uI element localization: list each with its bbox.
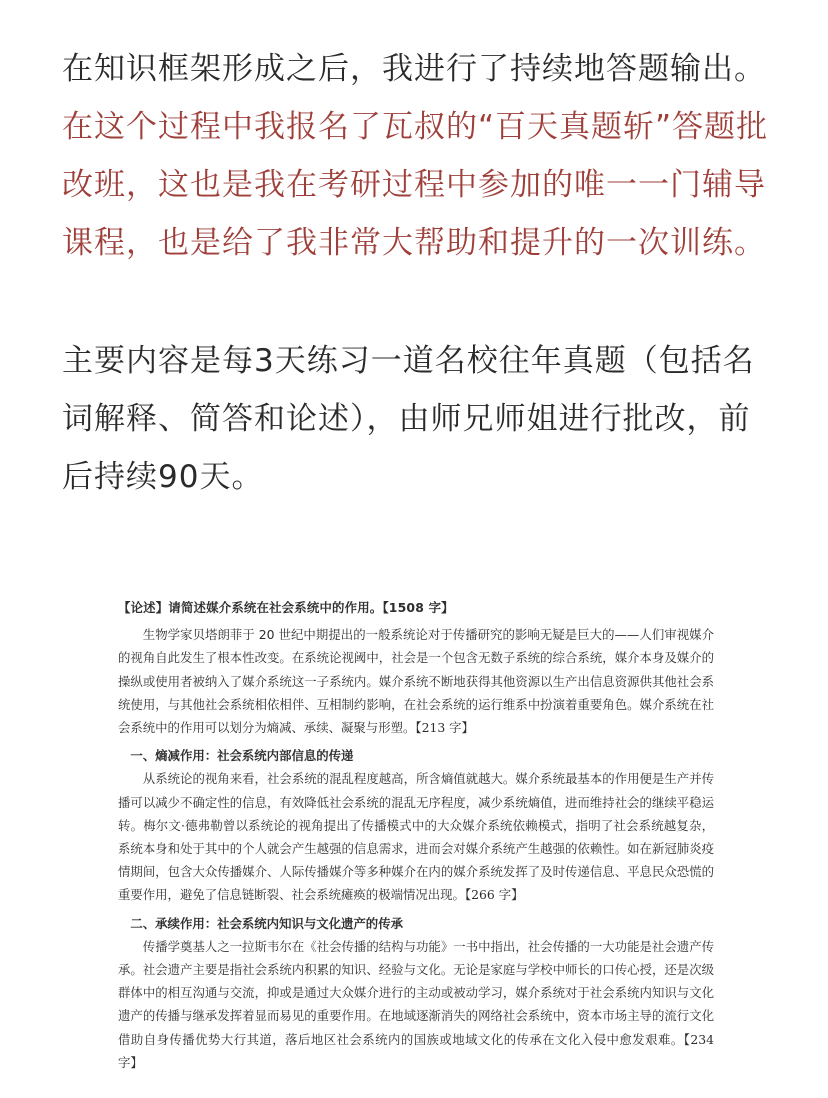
section-heading-2: 二、承续作用：社会系统内知识与文化遗产的传承 (130, 915, 403, 931)
word-count: 【213 字】 (415, 720, 474, 736)
intro-body: 生物学家贝塔朗菲于 20 世纪中期提出的一般系统论对于传播研究的影响无疑是巨大的——人们审视媒介的视角自此发生了根本性改变。在系统论视阈中，社会是一个包含无数子系统的综合系统，媒介本身及媒介的操纵或使用者被纳入了媒介系统这一子系统内。媒介系统不断地获得其他资源以生产出信息资源供其他社会系统使用，与其他社会系统相依相伴、互相制约影响，在社会系统的运行维系中扮演着重要角色。媒介系统在社会系统中的作用可以划分为熵减、承续、凝聚与形塑。 (118, 627, 714, 736)
intro-text (62, 40, 782, 506)
intro-paragraph-1 (62, 40, 782, 272)
section-1-body: 从系统论的视角来看，社会系统的混乱程度越高，所含熵值就越大。媒介系统最基本的作用便是生产并传播可以减少不确定性的信息，有效降低社会系统的混乱无序程度，减少系统熵值，进而维持社会的继续平稳运转。梅尔文·德弗勒曾以系统论的视角提出了传播模式中的大众媒介系统依赖模式，指明了社会系统越复杂，系统本身和处于其中的个人就会产生越强的信息需求，进而会对媒介系统产生越强的依赖性。如在新冠肺炎疫情期间，包含大众传播媒介、人际传播媒介等多种媒介在内的媒介系统发挥了及时传递信息、平息民众恐慌的重要作用，避免了信息链断裂、社会系统瘫痪的极端情况出现。 (118, 771, 714, 903)
intro-p1-accent: 在这个过程中我报名了瓦叔的“百天真题斩”答题批改班，这也是我在考研过程中参加的唯一一门辅导课程，也是给了我非常大帮助和提升的一次训练。 (62, 109, 769, 261)
section-heading-1: 一、熵减作用：社会系统内部信息的传递 (130, 748, 354, 764)
word-count: 【234 字】 (118, 1031, 714, 1070)
section-2-body: 传播学奠基人之一拉斯韦尔在《社会传播的结构与功能》一书中指出，社会传播的一大功能是社会遗产传承。社会遗产主要是指社会系统内积累的知识、经验与文化。无论是家庭与学校中师长的口传心授，还是次级群体中的相互沟通与交流，抑或是通过大众媒介进行的主动或被动学习，媒介系统对于社会系统内知识与文化遗产的传播与继承发挥着显而易见的重要作用。在地域逐渐消失的网络社会系统中，资本市场主导的流行文化借助自身传播优势大行其道，落后地区社会系统内的国族或地域文化的传承在文化入侵中愈发艰难。 (118, 938, 714, 1047)
answer-paragraph-intro (118, 623, 714, 739)
intro-p1-normal: 在知识框架形成之后，我进行了持续地答题输出。 (62, 51, 766, 87)
answer-paragraph-2 (118, 935, 714, 1074)
question-title: 【论述】请简述媒介系统在社会系统中的作用。【1508 字】 (118, 600, 454, 615)
word-count: 【266 字】 (464, 887, 524, 903)
answer-paragraph-1 (118, 767, 714, 906)
exam-answer-image (118, 596, 714, 1094)
intro-paragraph-2: 主要内容是每3天练习一道名校往年真题（包括名词解释、简答和论述），由师兄师姐进行批改，前后持续90天。 (62, 343, 755, 495)
